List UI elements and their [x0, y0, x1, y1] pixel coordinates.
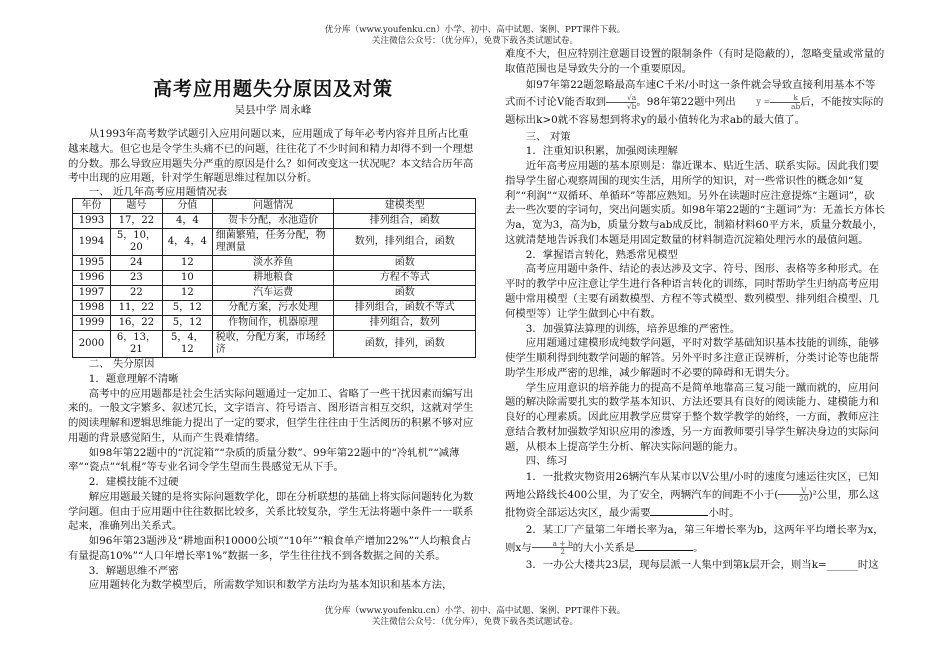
fraction-numerator: k [770, 94, 800, 103]
section-1-heading: 一、 近几年高考应用题情况表 [88, 186, 228, 198]
table-cell: 数列，排列组合，函数 [334, 229, 476, 256]
author-line: 吴县中学 周永峰 [234, 104, 312, 116]
cause-3-title: 3．解题思维不严密 [88, 564, 179, 577]
table-cell: 淡水养鱼 [212, 256, 334, 271]
page-header [0, 25, 950, 46]
v-over-20-fraction [778, 487, 808, 503]
formula-lhs: y = [756, 97, 771, 107]
table-cell: 16，22 [110, 316, 162, 331]
table-cell: 5，10，20 [110, 229, 162, 256]
cause-2-title: 2．建模技能不过硬 [88, 476, 179, 489]
header-line-2: 关注微信公众号：（优分库），免费下载各类试题试卷。 [371, 35, 579, 46]
strategy-conclusion: 学生应用意识的培养能力的提高不是简单地靠高三复习能一蹴而就的，应用问题的解决除需要扎实的数学基本知识、方法还要具有良好的阅读能力、建模能力和良好的心理素质。因此应用教学应贯穿于整个数学教学的始终，一方面，教师应注意结合教材加强数学知识应用的渗透，另一方面教师要引导学生解决身边的实际问题，从根本上提高学生分析、解决实际问题的能力。 [505, 381, 880, 453]
fraction-numerator: a + b [532, 540, 573, 549]
cause-1-paragraph: 高考中的应用题都是社会生活实际问题通过一定加工、省略了一些干扰因素而编写出来的。一般文字繁多、叙述冗长，文字语言、符号语言、图形语言相互交织，这就对学生的阅读理解和逻辑思维能力提出了一定的要求，但学生往往由于生活阅历的积累不够对应用题的背景感觉陌生，从而产生畏难情绪。 [68, 387, 474, 444]
table-cell: 5，12 [162, 316, 212, 331]
k-over-ab-fraction [770, 94, 800, 110]
table-cell: 24 [110, 256, 162, 271]
table-row [73, 229, 476, 256]
table-cell: 10 [162, 271, 212, 286]
table-cell: 1993 [73, 214, 111, 229]
table-cell: 12 [162, 286, 212, 301]
table-cell: 1999 [73, 316, 111, 331]
example-text-b: 。98年第22题中列出 [636, 96, 736, 109]
answer-blank [635, 550, 693, 551]
table-row [73, 214, 476, 229]
example-text-a: 如97年第22题忽略最高车速C千米/小时这一条件就会导致直接利用基本不等式而不讨论V能否取到 [505, 78, 876, 109]
cause-3-paragraph: 应用题转化为数学模型后，所需数学知识和数学方法均为基本知识和基本方法， [88, 579, 453, 592]
table-cell: 5，4，12 [162, 331, 212, 358]
table-row [73, 301, 476, 316]
exam-table [72, 198, 476, 358]
example-paragraph [505, 77, 885, 130]
exercise-2 [505, 522, 885, 557]
table-cell: 作物间作，机器原理 [212, 316, 334, 331]
table-cell: 6，13，21 [110, 331, 162, 358]
table-cell: 贺卡分配，水池造价 [212, 214, 334, 229]
table-header-cell: 建模类型 [334, 199, 476, 214]
example-text-c: 后，不能按实际的题标出k>0就不容易想到将求y的最小值转化为求ab的最大值了。 [505, 96, 884, 126]
table-cell: 1998 [73, 301, 111, 316]
table-row [73, 271, 476, 286]
table-cell: 排列组合，数列 [334, 316, 476, 331]
table-cell: 1997 [73, 286, 111, 301]
table-cell: 11，22 [110, 301, 162, 316]
table-cell: 4，4，4 [162, 229, 212, 256]
table-header-cell: 题号 [110, 199, 162, 214]
table-cell: 汽车运费 [212, 286, 334, 301]
table-cell: 1996 [73, 271, 111, 286]
table-cell: 2000 [73, 331, 111, 358]
cause-2-example: 如96年第23题涉及“耕地面积10000公顷”“10年”“粮食单产增加22%”“人均粮食占有量提高10%”“人口年增长率1%”数据一多，学生往往找不到各数据之间的关系。 [68, 535, 472, 562]
page-footer [0, 606, 950, 627]
exercise-1-text-a: 1．一批救灾物资用26辆汽车从某市以V公里/小时的速度匀速运往灾区，已知两地公路线长400公里，为了安全，两辆汽车的间距不小于 [505, 471, 879, 501]
table-header-cell: 年份 [73, 199, 111, 214]
table-cell: 17，22 [110, 214, 162, 229]
table-row [73, 286, 476, 301]
table-cell: 细菌繁殖，任务分配，物理测量 [212, 229, 334, 256]
table-cell: 方程不等式 [334, 271, 476, 286]
strategy-1-paragraph: 近年高考应用题的基本原则是：靠近课本、贴近生活、联系实际。因此我们要指导学生留心观察周围的现实生活，用所学的知识，对一些常识性的概念如“复利”“利润”“双循环、单循环”等都应熟知。另外在读题时应注意提炼“主题词”，砍去一些次要的字词句，突出问题实质。如98年第22题的“主题词”为：无盖长方体长为a，宽为3，高为b，质量分数与ab成反比，制箱材料60平方米，质量分数最小，这就清楚地告诉我们本题是用固定数量的材料制造沉淀箱处理污水的最值问题。 [505, 160, 885, 246]
article-title: 高考应用题失分原因及对策 [152, 78, 393, 100]
a-plus-b-over-2-fraction [532, 540, 573, 556]
strategy-3-paragraph: 应用题通过建模形成纯数学问题，平时对数学基础知识基本技能的训练，能够使学生顺利得到纯数学问题的解答。另外平时多注意正误辨析，分类讨论等也能帮助学生形成严密的思维，减少解题时不必要的障碍和无谓失分。 [505, 337, 880, 379]
exercise-2-text-b: 的大小关系是 [572, 541, 636, 554]
table-cell: 23 [110, 271, 162, 286]
table-cell: 排列组合，函数 [334, 214, 476, 229]
section-2-heading: 二、 失分原因 [88, 358, 155, 370]
exercise-2-text-c: 。 [693, 541, 704, 554]
exercise-1-text-b: 公里，那么这批物资全部运达灾区，最少需要 [505, 488, 880, 519]
table-cell: 税收，分配方案，市场经济 [212, 331, 334, 358]
sqrt-fraction [606, 94, 636, 110]
footer-line-2: 关注微信公众号：（优分库），免费下载各类试题试卷。 [371, 616, 579, 627]
table-cell: 函数 [334, 256, 476, 271]
fraction-numerator: √a [606, 94, 636, 103]
table-header-row [73, 199, 476, 214]
left-body [68, 357, 478, 593]
fraction-numerator: V [778, 487, 808, 496]
table-row [73, 331, 476, 358]
table-cell: 4，4 [162, 214, 212, 229]
answer-blank [650, 515, 708, 516]
fraction-denominator: 2 [560, 547, 565, 557]
right-body [505, 47, 885, 572]
table-header-cell: 分值 [162, 199, 212, 214]
table-cell: 排列组合，函数不等式 [334, 301, 476, 316]
fraction-denominator: 20 [799, 494, 809, 504]
table-cell: 22 [110, 286, 162, 301]
footer-line-1: 优分库（www.youfenku.cn）小学、初中、高中试题、案例、PPT课件下载。 [324, 606, 626, 616]
fraction-denominator: ab [790, 101, 801, 111]
strategy-2-paragraph: 高考应用题中条件、结论的表达涉及文字、符号、图形、表格等多种形式。在平时的教学中应注意让学生进行各种语言转化的训练，同时帮助学生归纳高考应用题中常用模型（主要有函数模型、方程不等式模型、数列模型、排列组合模型、几何模型等）让学生做到心中有数。 [505, 263, 880, 320]
section-4-heading: 四、练习 [525, 455, 568, 468]
intro-paragraph: 从1993年高考数学试题引入应用问题以来，应用题成了每年必考内容并且所占比重越来越大。但它也是令学生头痛不已的问题，往往花了不少时间和精力却得不到一个理想的分数。那么导致应用题失分严重的原因是什么？如何改变这一状况呢？本文结合历年高考中出现的应用题，针对学生解题思维过程加以分析。 [68, 128, 474, 185]
cause-1-example: 如98年第22题中的“沉淀箱”“杂质的质量分数”、99年第22题中的“冷轧机”“减薄率”“瓷点”“轧棍”等专业名词令学生望而生畏感觉无从下手。 [68, 446, 460, 474]
table-cell: 耕地粮食 [212, 271, 334, 286]
cause-2-paragraph: 解应用题最关键的是将实际问题数学化，即在分析联想的基础上将实际问题转化为数学问题。但由于应用题中往往数据比较多，关系比较复杂，学生无法将题中条件一一联系起来，准确列出关系式。 [68, 490, 474, 533]
table-cell: 12 [162, 256, 212, 271]
header-line-1: 优分库（www.youfenku.cn）小学、初中、高中试题、案例、PPT课件下载。 [324, 25, 626, 35]
cause-1-title: 1．题意理解不清晰 [88, 372, 179, 385]
table-cell: 函数 [334, 286, 476, 301]
continued-paragraph: 难度不大，但应特别注意题目设置的限制条件（有时是隐蔽的），忽略变量或常量的取值范围也是导致失分的一个重要原因。 [505, 48, 885, 75]
table-cell: 5，12 [162, 301, 212, 316]
exercise-3: 3．一办公大楼共23层，现每层派一人集中到第k层开会，则当k=______时这 [525, 558, 879, 571]
strategy-2-title: 2．掌握语言转化，熟悉常见模型 [525, 248, 678, 261]
fraction-denominator: √b [626, 101, 637, 111]
strategy-1-title: 1．注重知识积累，加强阅读理解 [525, 145, 678, 158]
exercise-1-text-c: 小时。 [708, 506, 740, 519]
strategy-3-title: 3．加强算法算理的训练，培养思维的严密性。 [525, 322, 741, 335]
exercise-2-text-a: 2．某工厂产量第二年增长率为a，第三年增长率为b，这两年平均增长率为x，则x与 [505, 524, 884, 554]
table-header-cell: 问题情况 [212, 199, 334, 214]
table-cell: 1994 [73, 229, 111, 256]
table-cell: 1995 [73, 256, 111, 271]
table-row [73, 316, 476, 331]
table-cell: 函数，排列，函数 [334, 331, 476, 358]
section-3-heading: 三、 对策 [525, 130, 571, 143]
table-cell: 分配方案，污水处理 [212, 301, 334, 316]
exercise-1: 1．一批救灾物资用26辆汽车从某市以V公里/小时的速度匀速运往灾区，已知两地公路线长400公里，为了安全，两辆汽车的间距不小于( $\frac{V}{20}$ )²公里，那么这批物资全部运达灾区，最少需要 小时。 [505, 471, 880, 519]
table-row [73, 256, 476, 271]
